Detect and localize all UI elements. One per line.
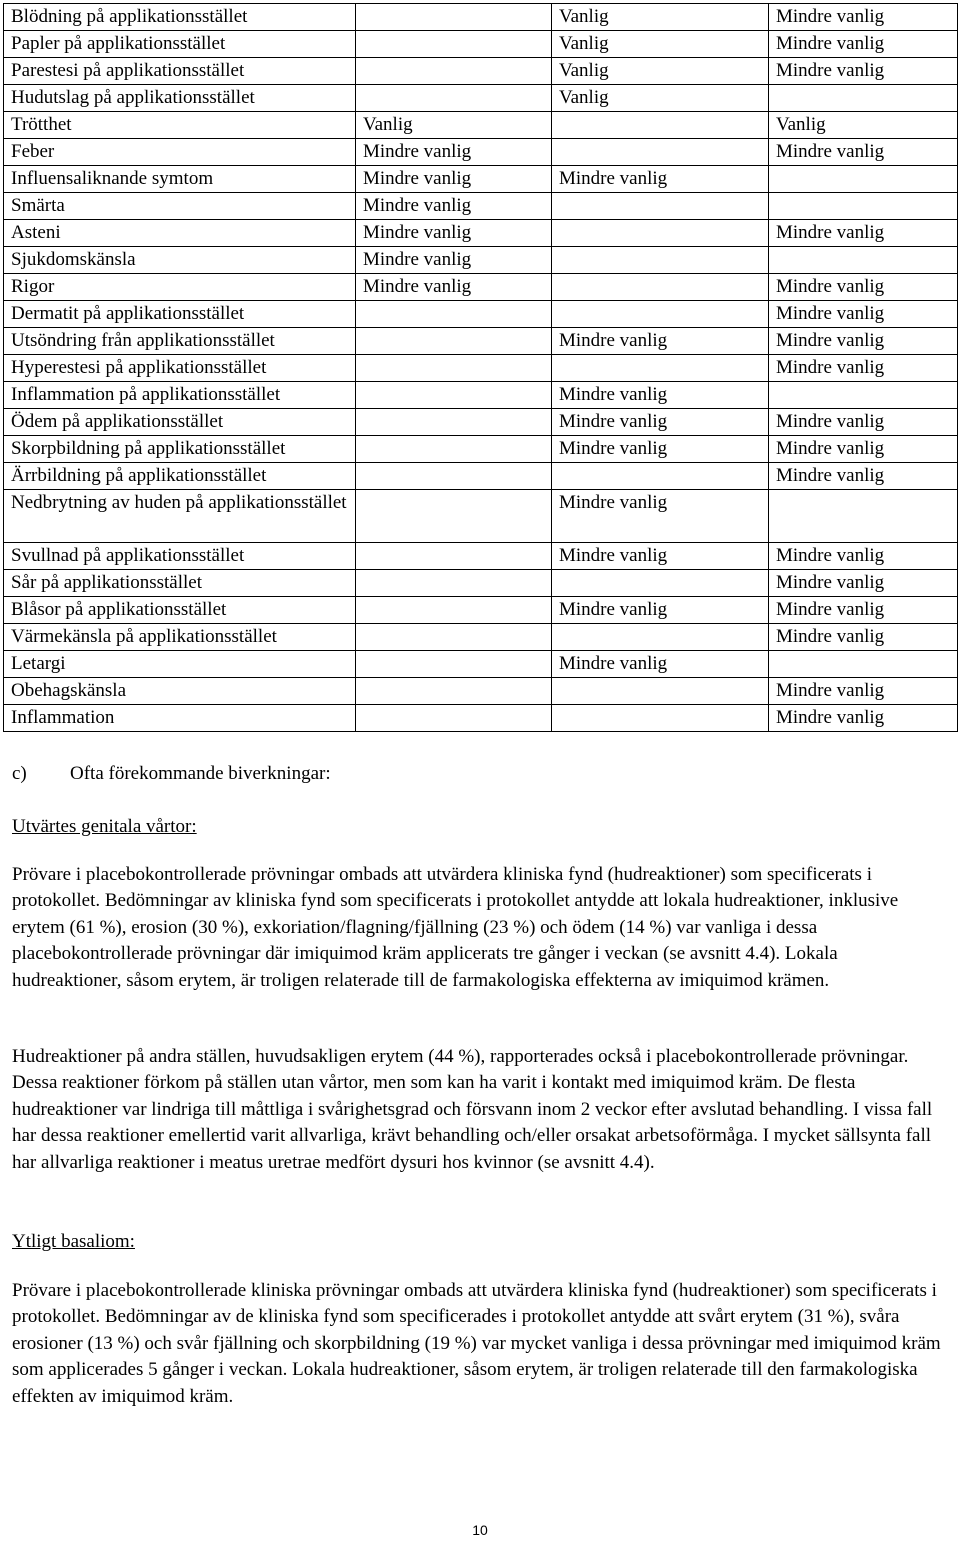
frequency-cell xyxy=(552,220,769,247)
table-row xyxy=(4,543,958,570)
reaction-name-cell: Asteni xyxy=(4,220,356,247)
table-row xyxy=(4,247,958,274)
frequency-cell xyxy=(356,543,552,570)
frequency-cell: Mindre vanlig xyxy=(769,463,958,490)
frequency-cell xyxy=(356,85,552,112)
table-row xyxy=(4,274,958,301)
reaction-name-cell: Utsöndring från applikationsstället xyxy=(4,328,356,355)
frequency-cell: Mindre vanlig xyxy=(769,274,958,301)
frequency-cell: Mindre vanlig xyxy=(552,651,769,678)
reaction-name-cell: Influensaliknande symtom xyxy=(4,166,356,193)
frequency-cell: Vanlig xyxy=(552,85,769,112)
frequency-cell xyxy=(552,301,769,328)
reaction-name-cell: Letargi xyxy=(4,651,356,678)
frequency-cell: Mindre vanlig xyxy=(552,597,769,624)
table-row xyxy=(4,58,958,85)
frequency-cell: Mindre vanlig xyxy=(769,678,958,705)
section-c-heading xyxy=(12,761,331,786)
frequency-cell xyxy=(356,4,552,31)
genital-warts-paragraph-1: Prövare i placebokontrollerade prövningar ombads att utvärdera kliniska fynd (hudreaktioner) som specificerats i protokollet. Bedömningar av kliniska fynd som specificerats i protokollet antydde att lokala hudreaktioner, inklusive erytem (61 %), erosion (30 %), exkoriation/flagning/fjällning (23 %) och ödem (14 %) var vanliga i dessa placebokontrollerade prövningar där imiquimod kräm applicerats tre gånger i veckan (se avsnitt 4.4). Lokala hudreaktioner, såsom erytem, är troligen relaterade till de farmakologiska effekterna av imiquimod krämen. xyxy=(12,864,899,991)
frequency-cell xyxy=(356,570,552,597)
frequency-cell: Mindre vanlig xyxy=(769,705,958,732)
frequency-cell xyxy=(356,382,552,409)
frequency-cell: Mindre vanlig xyxy=(769,355,958,382)
table-row xyxy=(4,382,958,409)
section-c-title: Ofta förekommande biverkningar: xyxy=(70,763,331,784)
frequency-cell: Mindre vanlig xyxy=(769,139,958,166)
reaction-name-cell: Inflammation på applikationsstället xyxy=(4,382,356,409)
frequency-cell: Mindre vanlig xyxy=(552,543,769,570)
frequency-cell: Mindre vanlig xyxy=(769,328,958,355)
frequency-cell: Mindre vanlig xyxy=(552,166,769,193)
frequency-cell xyxy=(552,247,769,274)
table-row xyxy=(4,301,958,328)
frequency-cell xyxy=(769,651,958,678)
table-row xyxy=(4,463,958,490)
frequency-cell: Mindre vanlig xyxy=(769,31,958,58)
reaction-name-cell: Blåsor på applikationsstället xyxy=(4,597,356,624)
frequency-cell: Mindre vanlig xyxy=(356,274,552,301)
table-row xyxy=(4,355,958,382)
frequency-cell xyxy=(356,328,552,355)
reaction-name-cell: Inflammation xyxy=(4,705,356,732)
frequency-cell: Mindre vanlig xyxy=(356,193,552,220)
frequency-cell xyxy=(769,247,958,274)
page-number: 10 xyxy=(472,1522,488,1538)
table-row xyxy=(4,409,958,436)
genital-warts-paragraph-2: Hudreaktioner på andra ställen, huvudsakligen erytem (44 %), rapporterades också i placebokontrollerade prövningar. Dessa reaktioner förkom på ställen utan vårtor, men som kan ha varit i kontakt med imiquimod kräm. De flesta hudreaktioner var lindriga till måttliga i svårighetsgrad och försvann inom 2 veckor efter avslutad behandling. I vissa fall har dessa reaktioner emellertid varit allvarliga, krävt behandling och/eller orsakat arbetsoförmåga. I mycket sällsynta fall har allvarliga reaktioner i meatus uretrae medfört dysuri hos kvinnor (se avsnitt 4.4). xyxy=(12,1046,933,1173)
frequency-cell: Mindre vanlig xyxy=(769,409,958,436)
frequency-cell: Vanlig xyxy=(769,112,958,139)
reaction-name-cell: Parestesi på applikationsstället xyxy=(4,58,356,85)
table-row xyxy=(4,436,958,463)
table-row xyxy=(4,139,958,166)
reaction-name-cell: Hudutslag på applikationsstället xyxy=(4,85,356,112)
frequency-cell xyxy=(356,490,552,543)
section-c-label: c) xyxy=(12,763,27,784)
frequency-cell: Mindre vanlig xyxy=(769,624,958,651)
frequency-cell xyxy=(769,166,958,193)
table-row xyxy=(4,85,958,112)
frequency-cell xyxy=(356,301,552,328)
table-row xyxy=(4,31,958,58)
reaction-name-cell: Feber xyxy=(4,139,356,166)
frequency-cell xyxy=(769,490,958,543)
table-row xyxy=(4,166,958,193)
reaction-name-cell: Skorpbildning på applikationsstället xyxy=(4,436,356,463)
table-row xyxy=(4,651,958,678)
table-row xyxy=(4,193,958,220)
reaction-name-cell: Papler på applikationsstället xyxy=(4,31,356,58)
reaction-name-cell: Trötthet xyxy=(4,112,356,139)
reaction-name-cell: Dermatit på applikationsstället xyxy=(4,301,356,328)
frequency-cell xyxy=(552,570,769,597)
reaction-name-cell: Svullnad på applikationsstället xyxy=(4,543,356,570)
frequency-cell xyxy=(356,651,552,678)
reaction-name-cell: Ärrbildning på applikationsstället xyxy=(4,463,356,490)
frequency-cell: Mindre vanlig xyxy=(356,166,552,193)
table-row xyxy=(4,328,958,355)
frequency-cell xyxy=(552,112,769,139)
table-row xyxy=(4,678,958,705)
table-row xyxy=(4,705,958,732)
frequency-cell xyxy=(356,597,552,624)
frequency-cell xyxy=(552,274,769,301)
frequency-cell xyxy=(552,624,769,651)
reaction-name-cell: Rigor xyxy=(4,274,356,301)
reaction-name-cell: Hyperestesi på applikationsstället xyxy=(4,355,356,382)
reaction-name-cell: Obehagskänsla xyxy=(4,678,356,705)
frequency-cell: Vanlig xyxy=(552,31,769,58)
table-row xyxy=(4,4,958,31)
frequency-cell xyxy=(769,193,958,220)
frequency-cell xyxy=(552,678,769,705)
reaction-name-cell: Blödning på applikationsstället xyxy=(4,4,356,31)
frequency-cell: Vanlig xyxy=(356,112,552,139)
adverse-events-table-body xyxy=(4,4,958,732)
frequency-cell: Mindre vanlig xyxy=(769,58,958,85)
reaction-name-cell: Sår på applikationsstället xyxy=(4,570,356,597)
frequency-cell xyxy=(356,705,552,732)
table-row xyxy=(4,490,958,543)
frequency-cell: Mindre vanlig xyxy=(769,597,958,624)
frequency-cell xyxy=(356,31,552,58)
frequency-cell: Mindre vanlig xyxy=(769,220,958,247)
frequency-cell xyxy=(356,436,552,463)
reaction-name-cell: Smärta xyxy=(4,193,356,220)
reaction-name-cell: Värmekänsla på applikationsstället xyxy=(4,624,356,651)
frequency-cell: Mindre vanlig xyxy=(769,543,958,570)
frequency-cell xyxy=(552,463,769,490)
frequency-cell: Mindre vanlig xyxy=(552,490,769,543)
frequency-cell xyxy=(769,85,958,112)
table-row xyxy=(4,597,958,624)
table-row xyxy=(4,570,958,597)
frequency-cell xyxy=(552,193,769,220)
frequency-cell: Mindre vanlig xyxy=(552,328,769,355)
reaction-name-cell: Nedbrytning av huden på applikationsstället xyxy=(4,490,356,543)
frequency-cell xyxy=(356,678,552,705)
frequency-cell: Mindre vanlig xyxy=(356,247,552,274)
frequency-cell xyxy=(356,624,552,651)
reaction-name-cell: Ödem på applikationsstället xyxy=(4,409,356,436)
table-row xyxy=(4,112,958,139)
basal-cell-paragraph-1: Prövare i placebokontrollerade kliniska prövningar ombads att utvärdera kliniska fynd (hudreaktioner) som specificerats i protokollet. Bedömningar av de kliniska fynd som specificerades i protokollet antydde att svårt erytem (31 %), svåra erosioner (13 %) och svår fjällning och skorpbildning (19 %) var mycket vanliga i dessa prövningar med imiquimod kräm som applicerades 5 gånger i veckan. Lokala hudreaktioner, såsom erytem, är troligen relaterade till den farmakologiska effekten av imiquimod kräm. xyxy=(12,1280,941,1407)
reaction-name-cell: Sjukdomskänsla xyxy=(4,247,356,274)
frequency-cell: Vanlig xyxy=(552,58,769,85)
frequency-cell: Mindre vanlig xyxy=(356,139,552,166)
frequency-cell xyxy=(769,382,958,409)
frequency-cell xyxy=(552,139,769,166)
frequency-cell: Mindre vanlig xyxy=(769,436,958,463)
table-row xyxy=(4,220,958,247)
frequency-cell: Mindre vanlig xyxy=(552,436,769,463)
table-row xyxy=(4,624,958,651)
frequency-cell: Mindre vanlig xyxy=(356,220,552,247)
basal-cell-heading: Ytligt basaliom: xyxy=(12,1231,135,1252)
frequency-cell xyxy=(356,409,552,436)
frequency-cell xyxy=(356,58,552,85)
frequency-cell xyxy=(356,463,552,490)
frequency-cell: Mindre vanlig xyxy=(552,409,769,436)
frequency-cell: Mindre vanlig xyxy=(769,570,958,597)
frequency-cell xyxy=(356,355,552,382)
genital-warts-heading: Utvärtes genitala vårtor: xyxy=(12,816,197,837)
adverse-events-table xyxy=(3,3,958,732)
frequency-cell: Mindre vanlig xyxy=(552,382,769,409)
frequency-cell: Mindre vanlig xyxy=(769,4,958,31)
frequency-cell: Mindre vanlig xyxy=(769,301,958,328)
frequency-cell: Vanlig xyxy=(552,4,769,31)
frequency-cell xyxy=(552,355,769,382)
frequency-cell xyxy=(552,705,769,732)
